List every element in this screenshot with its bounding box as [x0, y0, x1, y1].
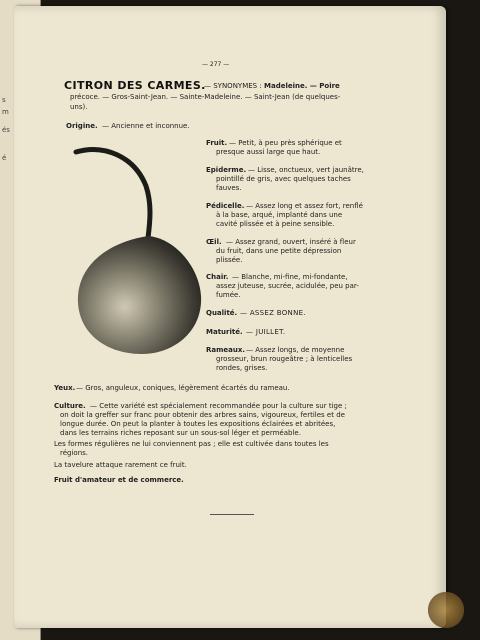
epiderme-label: Epiderme. — [206, 166, 247, 174]
pedicelle-line: cavité plissée et à peine sensible. — [216, 220, 335, 228]
culture-line: on doit la greffer sur franc pour obtenir des arbres sains, vigoureux, fertiles et de — [60, 411, 345, 419]
footer-note: Fruit d'amateur et de commerce. — [54, 476, 184, 484]
page-title: CITRON DES CARMES. — [64, 79, 206, 92]
page-number: — 277 — — [202, 61, 230, 68]
chair-line: assez juteuse, sucrée, acidulée, peu par- — [216, 282, 359, 290]
corner-stain — [428, 592, 464, 628]
qualite-text: — ASSEZ BONNE. — [240, 309, 306, 317]
formes-line: Les formes régulières ne lui conviennent pas ; elle est cultivée dans toutes les — [54, 440, 329, 448]
epiderme-line: fauves. — [216, 184, 242, 192]
yeux-label: Yeux. — [54, 384, 76, 392]
pedicelle-line: — Assez long et assez fort, renflé — [246, 202, 363, 210]
pedicelle-label: Pédicelle. — [206, 202, 245, 210]
margin-mark: s — [2, 96, 6, 104]
synonymes-line-1: Madeleine. — Poire — [264, 82, 340, 90]
culture-label: Culture. — [54, 402, 86, 410]
fruit-line: presque aussi large que haut. — [216, 148, 321, 156]
epiderme-line: — Lisse, onctueux, vert jaunâtre, — [248, 166, 364, 174]
chair-line: fumée. — [216, 291, 241, 299]
synonymes-line-2: précoce. — Gros-Saint-Jean. — Sainte-Madeleine. — Saint-Jean (de quelques- — [70, 93, 341, 101]
pedicelle-line: à la base, arqué, implanté dans une — [216, 211, 343, 219]
chair-line: — Blanche, mi-fine, mi-fondante, — [232, 273, 348, 281]
formes-line: régions. — [60, 449, 89, 457]
origine-label: Origine. — [66, 122, 98, 130]
oeil-line: du fruit, dans une petite dépression — [216, 247, 342, 255]
divider-rule — [210, 514, 254, 515]
tavelure-text: La tavelure attaque rarement ce fruit. — [54, 461, 187, 469]
rameaux-line: grosseur, brun rougeâtre ; à lenticelles — [216, 355, 353, 363]
maturite-text: — JUILLET. — [246, 328, 286, 336]
margin-mark: és — [2, 126, 10, 134]
book-page — [14, 6, 446, 628]
culture-line: — Cette variété est spécialement recommandée pour la culture sur tige ; — [90, 402, 347, 410]
culture-line: dans les terrains riches reposant sur un sous-sol léger et perméable. — [60, 429, 301, 437]
maturite-label: Maturité. — [206, 328, 243, 336]
chair-label: Chair. — [206, 273, 229, 281]
synonymes-line-3: uns). — [70, 103, 88, 111]
rameaux-line: — Assez longs, de moyenne — [246, 346, 345, 354]
yeux-text: — Gros, anguleux, coniques, légèrement écartés du rameau. — [76, 384, 290, 392]
culture-line: longue durée. On peut la planter à toutes les expositions éclairées et abritées, — [60, 420, 336, 428]
oeil-label: Œil. — [206, 238, 222, 246]
origine-text: — Ancienne et inconnue. — [102, 122, 190, 130]
oeil-line: — Assez grand, ouvert, inséré à fleur — [226, 238, 356, 246]
synonymes-label: — SYNONYMES : — [204, 82, 262, 90]
pear-illustration — [64, 146, 224, 361]
epiderme-line: pointillé de gris, avec quelques taches — [216, 175, 351, 183]
margin-mark: é — [2, 154, 7, 162]
fruit-label: Fruit. — [206, 139, 228, 147]
rameaux-line: rondes, grises. — [216, 364, 268, 372]
qualite-label: Qualité. — [206, 309, 238, 317]
rameaux-label: Rameaux. — [206, 346, 246, 354]
oeil-line: plissée. — [216, 256, 243, 264]
fruit-line: — Petit, à peu près sphérique et — [229, 139, 342, 147]
margin-mark: m — [2, 108, 9, 116]
